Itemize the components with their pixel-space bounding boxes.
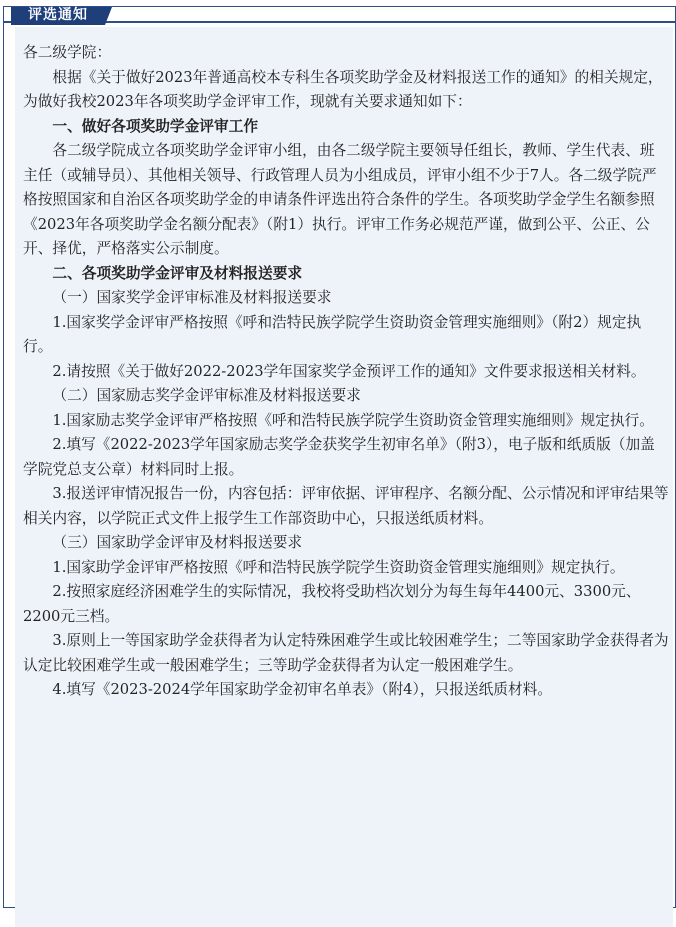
subsection-3-item-3: 3.原则上一等国家助学金获得者为认定特殊困难学生或比较困难学生；二等国家助学金获得者为认定比较困难学生或一般困难学生；三等助学金获得者为认定一般困难学生。 bbox=[23, 632, 669, 674]
subsection-1-title: （一）国家奖学金评审标准及材料报送要求 bbox=[52, 289, 332, 306]
notice-text bbox=[23, 41, 669, 703]
subsection-2-item-3: 3.报送评审情况报告一份，内容包括：评审依据、评审程序、名额分配、公示情况和评审结果等相关内容，以学院正式文件上报学生工作部资助中心，只报送纸质材料。 bbox=[23, 485, 669, 527]
subsection-1-item-1: 1.国家奖学金评审严格按照《呼和浩特民族学院学生资助资金管理实施细则》（附2）规定执行。 bbox=[23, 313, 642, 355]
subsection-1-item-2: 2.请按照《关于做好2022-2023学年国家奖学金预评工作的通知》文件要求报送相关材料。 bbox=[52, 362, 646, 380]
section-1-body: 各二级学院成立各项奖助学金评审小组，由各二级学院主要领导任组长，教师、学生代表、班主任（或辅导员）、其他相关领导、行政管理人员为小组成员，评审小组不少于7人。各二级学院严格按照国家和自治区各项奖助学金的申请条件评选出符合条件的学生。各项奖助学金学生名额参照《2023年各项奖助学金名额分配表》（附1）执行。评审工作务必规范严谨，做到公平、公正、公开、择优，严格落实公示制度。 bbox=[23, 142, 657, 257]
notice-title: 评选通知 bbox=[28, 7, 88, 23]
section-2-title: 二、各项奖助学金评审及材料报送要求 bbox=[52, 264, 303, 282]
section-1-title: 一、做好各项奖助学金评审工作 bbox=[52, 117, 259, 135]
salutation: 各二级学院： bbox=[23, 44, 112, 61]
subsection-3-item-4: 4.填写《2023-2024学年国家助学金初审名单表》（附4），只报送纸质材料。 bbox=[52, 681, 553, 698]
intro-paragraph: 根据《关于做好2023年普通高校本专科生各项奖助学金及材料报送工作的通知》的相关规定，为做好我校2023年各项奖助学金评审工作，现就有关要求通知如下： bbox=[23, 68, 663, 110]
subsection-3-item-1: 1.国家助学金评审严格按照《呼和浩特民族学院学生资助资金管理实施细则》规定执行。 bbox=[52, 558, 625, 576]
subsection-2-item-2: 2.填写《2022-2023学年国家励志奖学金获奖学生初审名单》（附3），电子版和纸质版（加盖学院党总支公章）材料同时上报。 bbox=[23, 436, 655, 478]
subsection-3-title: （三）国家助学金评审及材料报送要求 bbox=[52, 534, 303, 551]
subsection-2-title: （二）国家励志奖学金评审标准及材料报送要求 bbox=[52, 387, 361, 404]
subsection-2-item-1: 1.国家励志奖学金评审严格按照《呼和浩特民族学院学生资助资金管理实施细则》规定执行。 bbox=[52, 411, 654, 429]
notice-content bbox=[15, 27, 673, 927]
notice-title-tab bbox=[11, 7, 105, 25]
notice-frame bbox=[3, 6, 676, 908]
subsection-3-item-2: 2.按照家庭经济困难学生的实际情况，我校将受助档次划分为每生每年4400元、3300元、2200元三档。 bbox=[23, 583, 641, 625]
